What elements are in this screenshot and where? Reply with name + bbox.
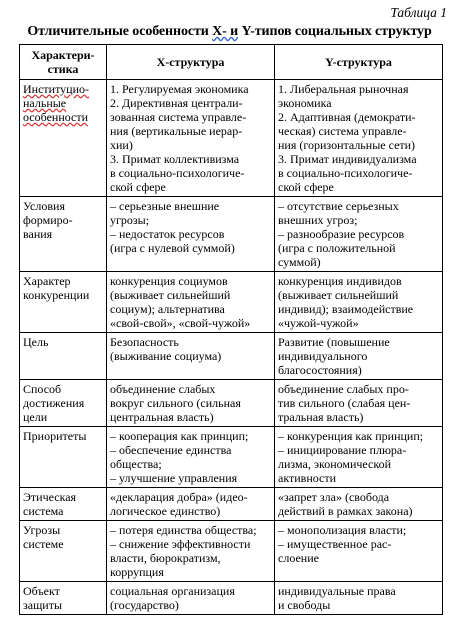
table-row (20, 582, 443, 615)
row-label: Институцио- нальные особенности (20, 80, 107, 197)
table-title (0, 24, 459, 40)
comparison-table (19, 44, 443, 615)
x-cell: Безопасность (выживание социума) (107, 333, 275, 380)
row-label: Приоритеты (20, 427, 107, 488)
table-row (20, 197, 443, 272)
y-cell: – монополизация власти; – имущественное рас- слоение (275, 521, 443, 582)
table-row (20, 380, 443, 427)
table-row (20, 488, 443, 521)
table-row (20, 333, 443, 380)
y-cell: Развитие (повышение индивидуального благосостояния) (275, 333, 443, 380)
header-characteristic: Характери- стика (20, 45, 107, 80)
header-x-structure: Х-структура (107, 45, 275, 80)
row-label: Объект защиты (20, 582, 107, 615)
x-cell: 1. Регулируемая экономика 2. Директивная централи- зованная система управле- ния (вертикальные иерар- хии) 3. Примат коллективизма в социально-психологиче- ской сфере (107, 80, 275, 197)
header-y-structure: Y-структура (275, 45, 443, 80)
table-row (20, 80, 443, 197)
y-cell: индивидуальные права и свободы (275, 582, 443, 615)
row-label: Характер конкуренции (20, 272, 107, 333)
row-label: Способ достижения цели (20, 380, 107, 427)
title-part-1: Отличительные особенности (27, 24, 213, 39)
row-label: Цель (20, 333, 107, 380)
row-label: Угрозы системе (20, 521, 107, 582)
table-row (20, 521, 443, 582)
table-row (20, 272, 443, 333)
row-label: Этическая система (20, 488, 107, 521)
x-cell: – потеря единства общества; – снижение эффективности власти, бюрократизм, коррупция (107, 521, 275, 582)
y-cell: – конкуренция как принцип; – инициирование плюра- лизма, экономической активности (275, 427, 443, 488)
table-caption: Таблица 1 (390, 5, 447, 20)
table-row (20, 427, 443, 488)
x-cell: конкуренция социумов (выживает сильнейший социум); альтернатива «свой-свой», «свой-чужой» (107, 272, 275, 333)
y-cell: объединение слабых про- тив сильного (слабая цен- тральная власть) (275, 380, 443, 427)
x-cell: социальная организация (государство) (107, 582, 275, 615)
y-cell: конкуренция индивидов (выживает сильнейший индивид); взаимодействие «чужой-чужой» (275, 272, 443, 333)
title-part-3: Y-типов социальных структур (238, 24, 432, 39)
x-cell: объединение слабых вокруг сильного (сильная центральная власть) (107, 380, 275, 427)
x-cell: «декларация добра» (идео- логическое единство) (107, 488, 275, 521)
y-cell: «запрет зла» (свобода действий в рамках закона) (275, 488, 443, 521)
y-cell: 1. Либеральная рыночная экономика 2. Адаптивная (демократи- ческая) система управле- ния (горизонтальные сети) 3. Примат индивидуализма в социально-психологиче- ской сфере (275, 80, 443, 197)
title-part-2: Х- и (212, 24, 239, 39)
y-cell: – отсутствие серьезных внешних угроз; – разнообразие ресурсов (игра с положительной суммой) (275, 197, 443, 272)
row-label: Условия формиро- вания (20, 197, 107, 272)
x-cell: – серьезные внешние угрозы; – недостаток ресурсов (игра с нулевой суммой) (107, 197, 275, 272)
table-header-row (20, 45, 443, 80)
x-cell: – кооперация как принцип; – обеспечение единства общества; – улучшение управления (107, 427, 275, 488)
